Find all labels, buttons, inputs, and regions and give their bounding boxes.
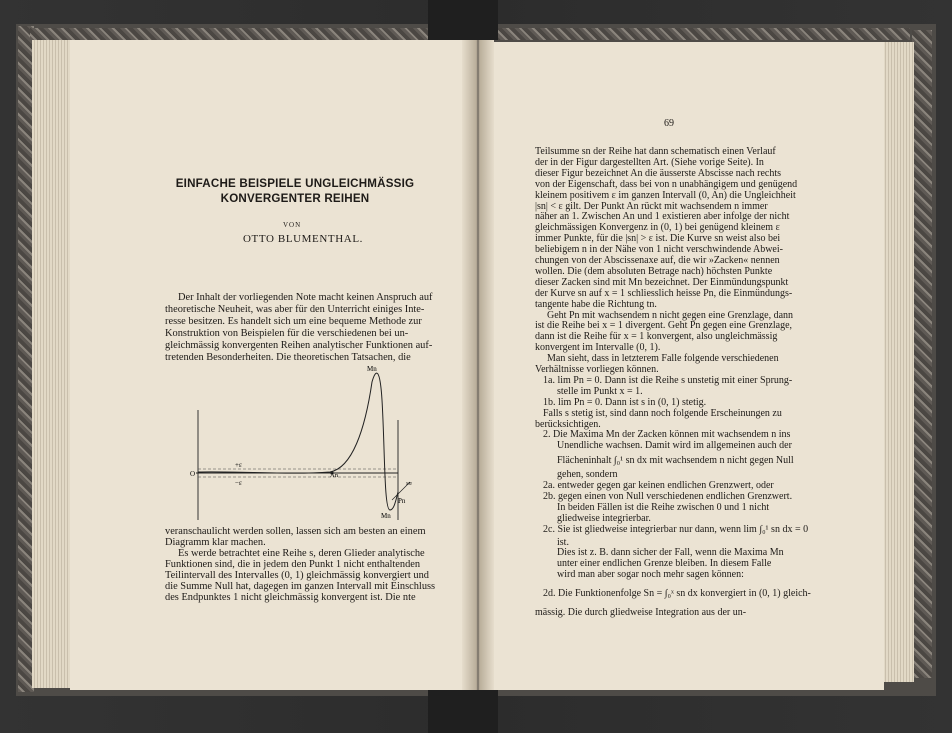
text-line: veranschaulicht werden sollen, lassen sich am besten an einem — [165, 526, 426, 537]
text-line: 2a. entweder gegen gar keinen endlichen Grenzwert, oder — [543, 480, 774, 491]
text-line: von der Eigenschaft, dass bei von n unabhängigem und genügend — [535, 178, 798, 190]
text-line: immer Punkte, für die |sn| > ε ist. Die Kurve sn weist also bei — [535, 233, 781, 245]
text-line: Konstruktion von Beispielen für die verschiedenen bei un- — [165, 328, 409, 339]
text-line: unter einer endlichen Grenze bleiben. In diesem Falle — [557, 558, 772, 570]
text-line: gliedweise integrierbar. — [557, 512, 651, 524]
text-line: 1a. lim Pn = 0. Dann ist die Reihe s unstetig mit einer Sprung- — [543, 374, 793, 386]
text-line: konvergent im Intervalle (0, 1). — [535, 342, 661, 354]
right-marbled-edge — [912, 30, 932, 678]
page-number: 69 — [664, 118, 674, 129]
label-Pn: Pn — [398, 497, 406, 505]
text-line: Funktionen sind, die in jedem den Punkt 1 nicht enthaltenden — [165, 559, 421, 570]
text-line: Es werde betrachtet eine Reihe s, deren Glieder analytische — [178, 548, 425, 559]
text-line: 2c. Sie ist gliedweise integrierbar nur dann, wenn lim ∫₀¹ sn dx = 0 — [543, 523, 809, 535]
text-line: ist die Reihe bei x = 1 divergent. Geht Pn gegen eine Grenzlage, — [535, 320, 793, 332]
text-line: theoretische Neuheit, was aber für den Unterricht einiges Inte- — [165, 304, 425, 315]
label-Mn-bottom: Mn — [381, 512, 391, 520]
text-line: Dies ist z. B. dann sicher der Fall, wenn die Maxima Mn — [557, 547, 784, 559]
text-line: resse besitzen. Es handelt sich um eine bequeme Methode zur — [165, 316, 422, 327]
text-line: ist. — [557, 536, 569, 548]
label-origin: O — [190, 470, 196, 478]
text-line: dann ist die Reihe für x = 1 konvergent, also ungleichmässig — [535, 331, 778, 343]
text-line: der Kurve sn auf x = 1 schliesslich heisse Pn, die Einmündungs- — [535, 287, 793, 299]
spine-bottom — [428, 690, 498, 733]
article-title-line2: KONVERGENTER REIHEN — [220, 192, 370, 205]
text-line: die Summe Null hat, dagegen im ganzen Intervall mit Einschluss — [165, 581, 436, 592]
text-line: gleichmässig konvergenten Reihen analytischer Funktionen auf- — [165, 340, 433, 351]
text-line: chungen von der Abscissenaxe auf, die wir »Zacken« nennen — [535, 255, 780, 266]
label-minus-eps: −ε — [235, 479, 242, 487]
text-line: mässig. Die durch gliedweise Integration aus der un- — [535, 607, 747, 618]
text-line: Man sieht, dass in letzterem Falle folgende verschiedenen — [547, 353, 779, 365]
text-line: kleinem positivem ε im ganzen Intervall (0, An) die Ungleichheit — [535, 189, 796, 201]
text-line: 2d. Die Funktionenfolge Sn = ∫₀ˣ sn dx konvergiert in (0, 1) gleich- — [543, 588, 811, 600]
text-line: wird man aber sogar noch mehr sagen können: — [557, 569, 744, 581]
text-line: Der Inhalt der vorliegenden Note macht keinen Anspruch auf — [178, 292, 433, 303]
von-label: VON — [283, 221, 302, 229]
text-line: beliebigem n in der Nähe von 1 nicht verschwindende Abwei- — [535, 244, 783, 256]
author-name: OTTO BLUMENTHAL. — [243, 233, 363, 245]
text-line: stelle im Punkt x = 1. — [557, 385, 643, 397]
text-line: berücksichtigen. — [535, 418, 601, 430]
text-line: 2. Die Maxima Mn der Zacken können mit wachsendem n ins — [543, 429, 791, 441]
left-page-edges — [32, 40, 72, 688]
text-line: gehen, sondern — [557, 469, 618, 481]
text-line: der in der Figur dargestellten Art. (Siehe vorige Seite). In — [535, 156, 764, 168]
text-line: |sn| < ε gilt. Der Punkt An rückt mit wachsendem n immer — [535, 200, 768, 212]
label-plus-eps: +ε — [235, 461, 242, 469]
text-line: näher an 1. Zwischen An und 1 existieren aber infolge der nicht — [535, 211, 790, 223]
text-line: Teilintervall des Intervalles (0, 1) gleichmässig konvergiert und — [165, 570, 429, 581]
spine-top — [428, 0, 498, 40]
text-line: gleichmässigen Konvergenz in (0, 1) bei genügend kleinem ε — [535, 222, 780, 234]
text-line: Diagramm klar machen. — [165, 537, 266, 548]
text-line: Flächeninhalt ∫₀¹ sn dx mit wachsendem n nicht gegen Null — [557, 455, 794, 467]
article-title-line1: EINFACHE BEISPIELE UNGLEICHMÄSSIG — [175, 177, 415, 190]
text-line: des Endpunktes 1 nicht gleichmässig konvergent ist. Die nte — [165, 592, 416, 603]
book-gutter — [462, 40, 494, 690]
label-sn: sn — [406, 480, 412, 487]
text-line: dieser Figur bezeichnet An die äusserste Abscisse nach rechts — [535, 167, 782, 179]
text-line: Verhältnisse vorliegen können. — [535, 364, 659, 375]
text-line: 1b. lim Pn = 0. Dann ist s in (0, 1) stetig. — [543, 396, 707, 408]
text-line: 2b. gegen einen von Null verschiedenen endlichen Grenzwert. — [543, 490, 793, 502]
text-line: Unendliche wachsen. Damit wird im allgemeinen auch der — [557, 440, 792, 452]
text-line: Teilsumme sn der Reihe hat dann schematisch einen Verlauf — [535, 146, 776, 157]
convergence-diagram — [180, 360, 420, 525]
label-An: An — [330, 472, 338, 479]
text-line: Geht Pn mit wachsendem n nicht gegen eine Grenzlage, dann — [547, 309, 794, 321]
curve-sn — [198, 373, 398, 510]
text-line: wollen. Die (dem absoluten Betrage nach) höchsten Punkte — [535, 265, 773, 277]
text-line: In beiden Fällen ist die Reihe zwischen 0 und 1 nicht — [557, 501, 770, 513]
text-line: tangente habe die Richtung tn. — [535, 298, 657, 310]
right-page-edges — [880, 42, 914, 682]
label-Mn-top: Mn — [367, 365, 377, 373]
text-line: tretenden Besonderheiten. Die theoretischen Tatsachen, die — [165, 352, 411, 363]
text-line: dieser Zacken sind mit Mn bezeichnet. Der Einmündungspunkt — [535, 276, 789, 288]
text-line: Falls s stetig ist, sind dann noch folgende Erscheinungen zu — [543, 407, 782, 419]
